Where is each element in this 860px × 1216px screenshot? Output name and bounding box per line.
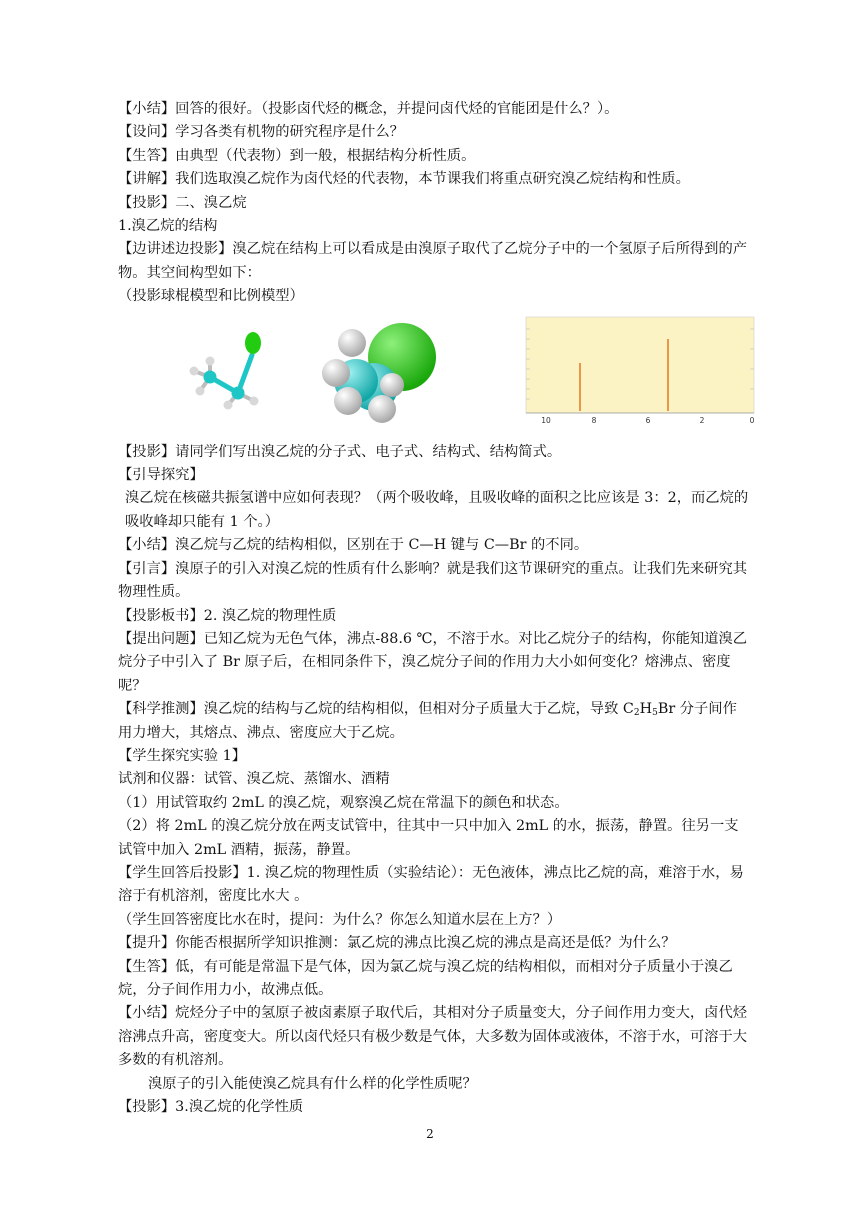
page-number: 2 [426, 1127, 434, 1141]
advanced-question: 【提升】你能否根据所学知识推测：氯乙烷的沸点比溴乙烷的沸点是高还是低？为什么？ [118, 935, 676, 952]
physical-properties-heading: 【投影板书】2. 溴乙烷的物理性质 [118, 607, 337, 624]
model-caption: （投影球棍模型和比例模型） [118, 288, 304, 305]
nmr-tick-label: 10 [541, 415, 551, 425]
nmr-tick-label: 0 [749, 415, 755, 425]
nmr-spectrum-image [522, 315, 758, 429]
reagents-line: 试剂和仪器：试管、溴乙烷、蒸馏水、酒精 [118, 771, 390, 788]
chemical-properties-question: 溴原子的引入能使溴乙烷具有什么样的化学性质呢？ [148, 1075, 477, 1092]
summary-line: 【小结】回答的很好。（投影卤代烃的概念，并提问卤代烃的官能团是什么？）。 [118, 101, 619, 117]
chemical-properties-heading: 【投影】3.溴乙烷的化学性质 [118, 1099, 304, 1116]
projection-heading: 【投影】二、溴乙烷 [118, 194, 247, 211]
space-filling-model-image [316, 313, 442, 429]
structure-explanation: 【边讲述边投影】溴乙烷在结构上可以看成是由溴原子取代了乙烷分子中的一个氢原子后所得到的产物。其空间构型如下： [118, 241, 748, 281]
guided-inquiry-heading: 【引导探究】 [118, 467, 204, 484]
experiment-step-1: （1）用试管取约 2mL 的溴乙烷，观察溴乙烷在常温下的颜色和状态。 [118, 794, 569, 811]
density-question: （学生回答密度比水在时，提问：为什么？你怎么知道水层在上方？） [118, 911, 562, 928]
structure-summary: 【小结】溴乙烷与乙烷的结构相似，区别在于 C—H 键与 C—Br 的不同。 [118, 537, 589, 554]
experiment-step-2: （2）将 2mL 的溴乙烷分放在两支试管中，往其中一只中加入 2mL 的水，振荡，静置。往另一支试管中加入 2mL 酒精，振荡，静置。 [118, 818, 739, 858]
lecture-line: 【讲解】我们选取溴乙烷作为卤代烃的代表物，本节课我们将重点研究溴乙烷结构和性质。 [118, 171, 690, 188]
section-structure-heading: 1.溴乙烷的结构 [118, 218, 218, 235]
summary-halogenated: 【小结】烷烃分子中的氢原子被卤素原子取代后，其相对分子质量变大，分子间作用力变大，卤代烃溶沸点升高，密度变大。所以卤代烃只有极少数是气体，大多数为固体或液体，不溶于水，可溶于大多数的有机溶剂。 [118, 1005, 748, 1069]
ball-stick-model-image [180, 319, 275, 414]
student-answer-2: 【生答】低，有可能是常温下是气体，因为氯乙烷与溴乙烷的结构相似，而相对分子质量小于溴乙烷，分子间作用力小，故沸点低。 [118, 958, 733, 998]
nmr-question: 溴乙烷在核磁共振氢谱中应如何表现？（两个吸收峰，且吸收峰的面积之比应该是 3：2，而乙烷的吸收峰却只能有 1 个。） [125, 490, 749, 530]
nmr-tick-label: 2 [699, 415, 705, 425]
question-line: 【设问】学习各类有机物的研究程序是什么？ [118, 124, 404, 141]
introduction-line: 【引言】溴原子的引入对溴乙烷的性质有什么影响？就是我们这节课研究的重点。让我们先来研究其物理性质。 [118, 560, 748, 601]
molecule-figures [118, 313, 755, 435]
experiment-conclusion: 【学生回答后投影】1. 溴乙烷的物理性质（实验结论）：无色液体，沸点比乙烷的高，难溶于水，易溶于有机溶剂，密度比水大 。 [118, 864, 744, 905]
problem-statement: 【提出问题】已知乙烷为无色气体，沸点-88.6 ℃，不溶于水。对比乙烷分子的结构，你能知道溴乙烷分子中引入了 Br 原子后，在相同条件下，溴乙烷分子间的作用力大小如何变化？熔沸点、密度呢？ [118, 630, 748, 694]
scientific-inference: 【科学推测】溴乙烷的结构与乙烷的结构相似，但相对分子质量大于乙烷，导致 $C_2H_5Br$ 分子间作用力增大，其熔点、沸点、密度应大于乙烷。 [118, 701, 737, 741]
student-answer-line: 【生答】由典型（代表物）到一般，根据结构分析性质。 [118, 147, 476, 164]
experiment-heading: 【学生探究实验 1】 [118, 747, 247, 764]
nmr-tick-label: 8 [591, 415, 597, 425]
nmr-tick-label: 6 [645, 415, 651, 425]
document-body [118, 98, 755, 1119]
projection-formula-line: 【投影】请同学们写出溴乙烷的分子式、电子式、结构式、结构简式。 [118, 443, 562, 460]
